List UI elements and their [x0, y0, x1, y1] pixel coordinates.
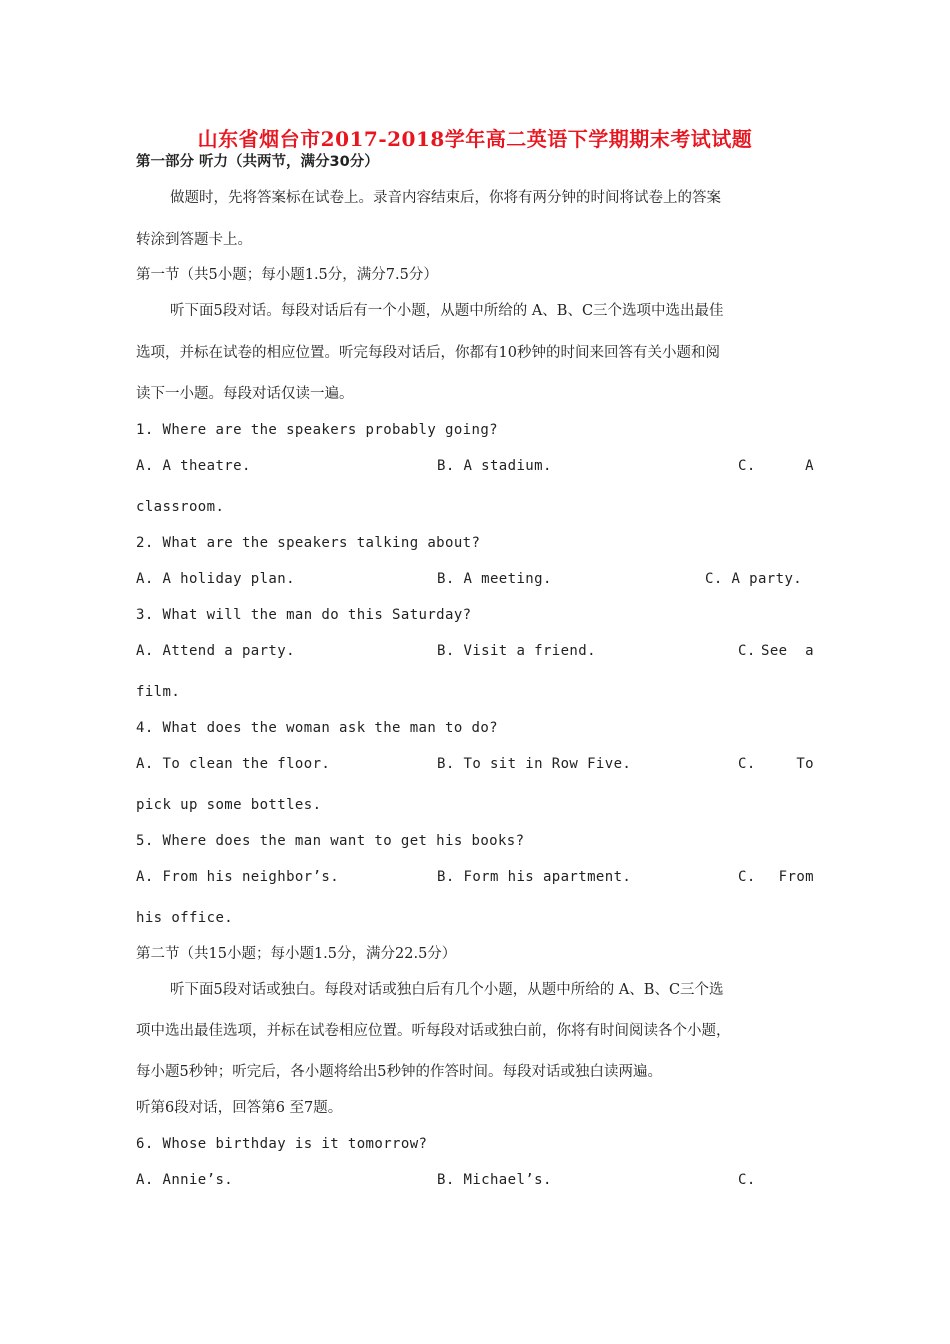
section1-instruction-line-3: 读下一小题。每段对话仅读一遍。 — [136, 386, 354, 402]
q3-option-c-head: C. — [738, 643, 756, 659]
q5-option-c-tail: From — [778, 869, 814, 885]
q4-option-a: A. To clean the floor. — [136, 756, 331, 772]
section2-instruction-line-2: 项中选出最佳选项，并标在试卷相应位置。听每段对话或独白前，你将有时间阅读各个小题， — [136, 1023, 731, 1039]
q1-option-c-wrap: classroom. — [136, 499, 225, 515]
part1-heading: 第一部分 听力（共两节，满分30分） — [136, 154, 379, 170]
section2-instruction-line-1: 听下面5段对话或独白。每段对话或独白后有几个小题，从题中所给的 A、B、C三个选 — [170, 982, 724, 998]
q5-option-b: B. Form his apartment. — [437, 869, 632, 885]
q4-option-c-head: C. — [738, 756, 756, 772]
dialog6-heading: 听第6段对话，回答第6 至7题。 — [136, 1100, 343, 1116]
q3-option-b: B. Visit a friend. — [437, 643, 596, 659]
question-1: 1. Where are the speakers probably going? — [136, 422, 498, 438]
q1-option-b: B. A stadium. — [437, 458, 552, 474]
q3-option-c-wrap: film. — [136, 684, 181, 700]
q6-option-c-head: C. — [738, 1172, 756, 1188]
q4-option-c-tail: To — [796, 756, 814, 772]
q5-option-a: A. From his neighbor’s. — [136, 869, 340, 885]
section1-heading: 第一节（共5小题；每小题1.5分，满分7.5分） — [136, 267, 438, 283]
q1-option-a: A. A theatre. — [136, 458, 251, 474]
q1-option-c-tail: A — [805, 458, 814, 474]
q5-option-c-wrap: his office. — [136, 910, 234, 926]
question-3: 3. What will the man do this Saturday? — [136, 607, 472, 623]
section2-heading: 第二节（共15小题；每小题1.5分，满分22.5分） — [136, 946, 457, 962]
q2-option-a: A. A holiday plan. — [136, 571, 295, 587]
question-4: 4. What does the woman ask the man to do? — [136, 720, 498, 736]
intro-line-2: 转涂到答题卡上。 — [136, 232, 252, 248]
q3-option-c-tail: See a — [761, 643, 814, 659]
q3-option-a: A. Attend a party. — [136, 643, 295, 659]
question-5: 5. Where does the man want to get his books? — [136, 833, 525, 849]
section1-instruction-line-1: 听下面5段对话。每段对话后有一个小题，从题中所给的 A、B、C三个选项中选出最佳 — [170, 303, 724, 319]
question-2: 2. What are the speakers talking about? — [136, 535, 481, 551]
q4-option-b: B. To sit in Row Five. — [437, 756, 632, 772]
q5-option-c-head: C. — [738, 869, 756, 885]
q6-option-b: B. Michael’s. — [437, 1172, 552, 1188]
intro-line-1: 做题时，先将答案标在试卷上。录音内容结束后，你将有两分钟的时间将试卷上的答案 — [170, 190, 721, 206]
q2-option-c: C. A party. — [705, 571, 803, 587]
q2-option-b: B. A meeting. — [437, 571, 552, 587]
section2-instruction-line-3: 每小题5秒钟；听完后，各小题将给出5秒钟的作答时间。每段对话或独白读两遍。 — [136, 1064, 662, 1080]
q6-option-a: A. Annie’s. — [136, 1172, 234, 1188]
q1-option-c-head: C. — [738, 458, 756, 474]
section1-instruction-line-2: 选项，并标在试卷的相应位置。听完每段对话后，你都有10秒钟的时间来回答有关小题和阅 — [136, 345, 720, 361]
q4-option-c-wrap: pick up some bottles. — [136, 797, 322, 813]
question-6: 6. Whose birthday is it tomorrow? — [136, 1136, 428, 1152]
document-title: 山东省烟台市2017-2018学年高二英语下学期期末考试试题 — [197, 127, 753, 151]
